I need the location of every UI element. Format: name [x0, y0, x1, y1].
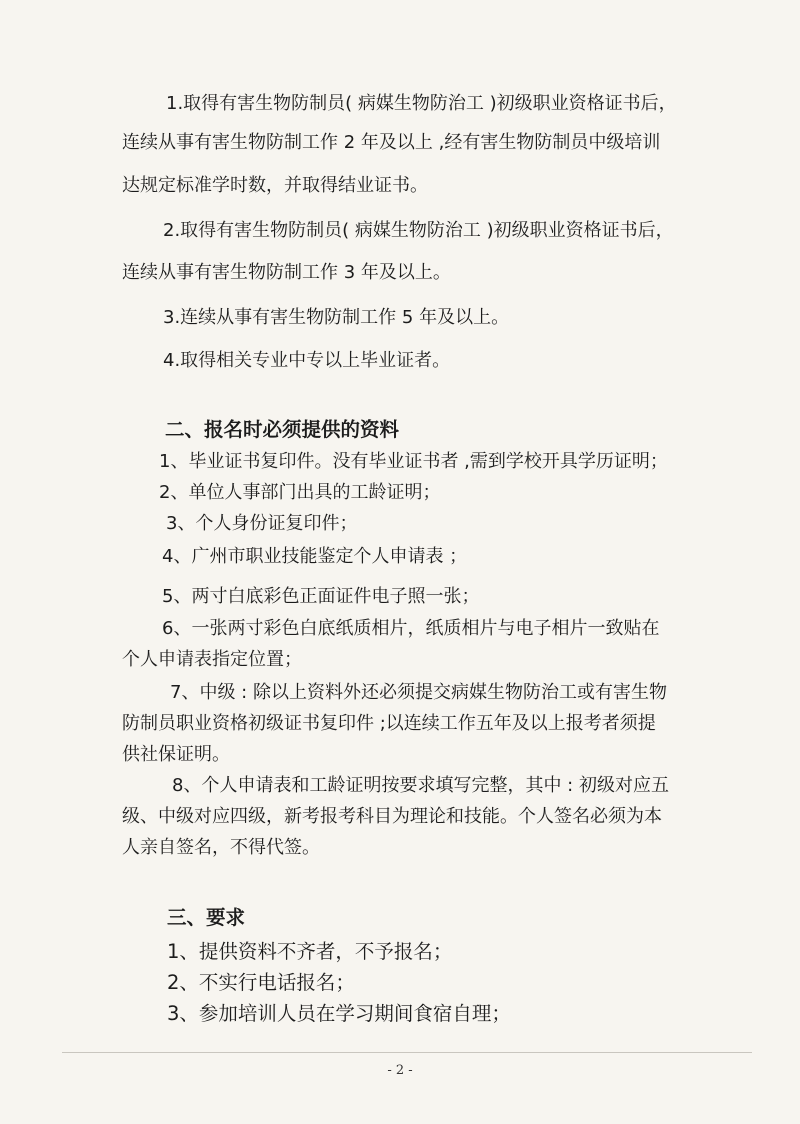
- s2-item8-line2: 级、中级对应四级，新考报考科目为理论和技能。个人签名必须为本: [122, 806, 662, 827]
- s2-item7-line3: 供社保证明。: [122, 744, 230, 765]
- s3-item3: 3、参加培训人员在学习期间食宿自理；: [167, 1002, 511, 1025]
- s2-item7-line2: 防制员职业资格初级证书复印件 ;以连续工作五年及以上报考者须提: [122, 713, 656, 734]
- s2-item6-line2: 个人申请表指定位置；: [122, 649, 302, 670]
- s2-item8-line1: 8、个人申请表和工龄证明按要求填写完整，其中 : 初级对应五: [172, 775, 669, 796]
- s1-item2-line2: 连续从事有害生物防制工作 3 年及以上。: [122, 262, 451, 283]
- s1-item3-line1: 3.连续从事有害生物防制工作 5 年及以上。: [163, 307, 510, 328]
- page-number: - 2 -: [387, 1063, 413, 1078]
- s2-item6-line1: 6、一张两寸彩色白底纸质相片，纸质相片与电子相片一致贴在: [162, 618, 660, 639]
- s1-item2-line1: 2.取得有害生物防制员( 病媒生物防治工 )初级职业资格证书后，: [163, 220, 674, 241]
- s2-item4: 4、广州市职业技能鉴定个人申请表 ；: [162, 546, 468, 567]
- s3-item2: 2、不实行电话报名；: [167, 971, 355, 994]
- section2-heading: 二、报名时必须提供的资料: [165, 418, 400, 441]
- s2-item8-line3: 人亲自签名，不得代签。: [122, 837, 320, 858]
- s1-item1-line2: 连续从事有害生物防制工作 2 年及以上 ,经有害生物防制员中级培训: [122, 132, 661, 153]
- s1-item4-line1: 4.取得相关专业中专以上毕业证者。: [163, 350, 451, 371]
- footer-rule: [62, 1052, 752, 1053]
- s2-item7-line1: 7、中级 : 除以上资料外还必须提交病媒生物防治工或有害生物: [170, 682, 667, 703]
- s2-item2: 2、单位人事部门出具的工龄证明；: [159, 482, 441, 503]
- s2-item1: 1、毕业证书复印件。没有毕业证书者 ,需到学校开具学历证明；: [159, 451, 668, 472]
- s2-item3: 3、个人身份证复印件；: [166, 513, 358, 534]
- section3-heading: 三、要求: [167, 906, 246, 929]
- s1-item1-line1: 1.取得有害生物防制员( 病媒生物防治工 )初级职业资格证书后，: [166, 93, 677, 114]
- s1-item1-line3: 达规定标准学时数，并取得结业证书。: [122, 175, 428, 196]
- s3-item1: 1、提供资料不齐者，不予报名；: [167, 940, 453, 963]
- s2-item5: 5、两寸白底彩色正面证件电子照一张；: [162, 586, 480, 607]
